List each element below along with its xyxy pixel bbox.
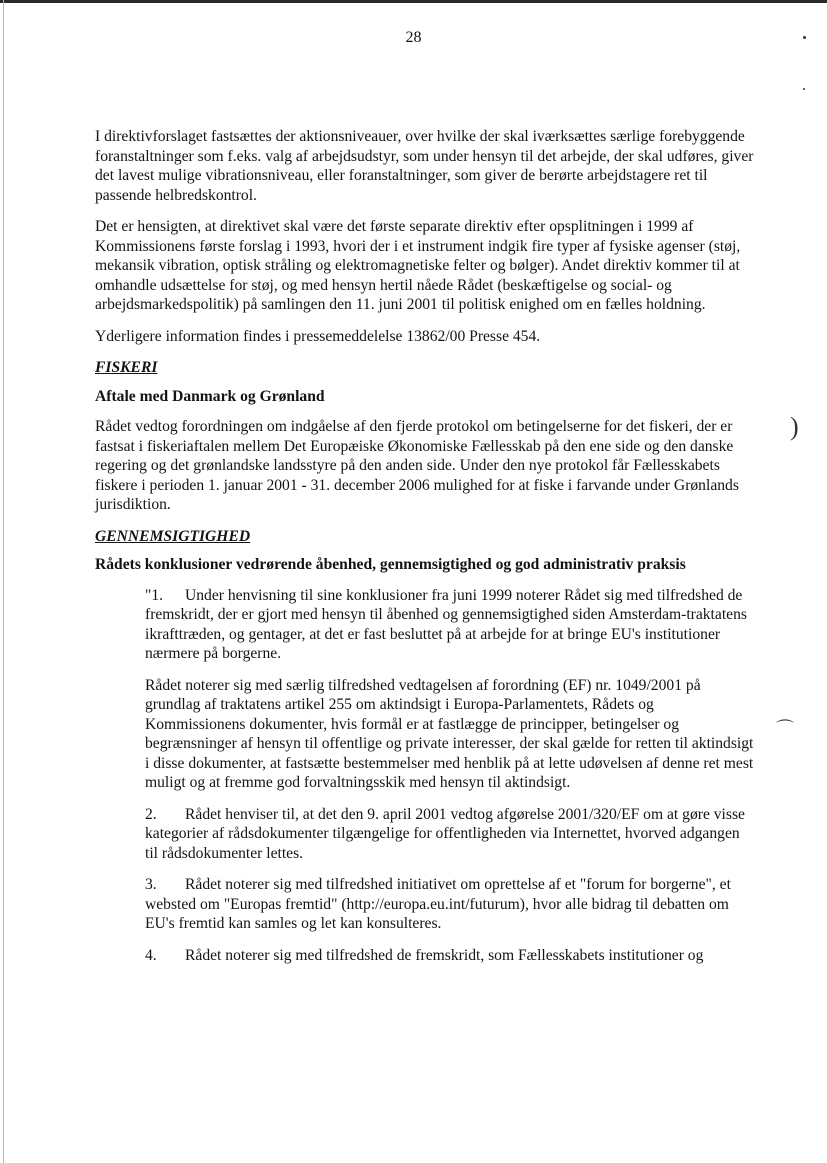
numbered-item [145,805,755,864]
scan-speck [803,88,805,90]
numbered-item [145,875,755,934]
item-number: "1. [145,586,164,604]
subheading-aftale: Aftale med Danmark og Grønland [95,387,325,405]
item-number: 3. [145,876,157,893]
section-heading-fiskeri: FISKERI [95,359,158,376]
item-text: Under henvisning til sine konklusioner fra juni 1999 noterer Rådet sig med tilfredshed de fremskridt, der er gjort med hensyn til åbenhed og gennemsigtighed siden Amsterdam-traktatens ikrafttræden, og gentager, at det er fast besluttet på at arbejde for at bringe EU's institutioner nærmere på borgerne. [145,586,747,662]
item-number: 2. [145,805,157,823]
scan-left-border [3,0,4,1163]
item-text: Rådet noterer sig med tilfredshed de fremskridt, som Fællesskabets institutioner og [185,946,704,964]
document-body [95,127,755,977]
paragraph: Det er hensigten, at direktivet skal være det første separate direktiv efter opsplitningen i 1999 af Kommissionens første forslag i 1993, hvori der i et instrument indgik fire typer af fysiske agenser (støj, mekansik vibration, optisk stråling og elektromagnetiske felter og bølger). Andet direktiv kommer til at omhandle udsættelse for støj, og med hensyn hertil nåede Rådet (beskæftigelse og social- og arbejdsmarkedspolitik) på samlingen den 11. juni 2001 til politisk enighed om en fælles holdning. [95,218,741,313]
section-heading-gennemsigtighed: GENNEMSIGTIGHED [95,527,251,545]
subheading-raadets-konklusioner: Rådets konklusioner vedrørende åbenhed, gennemsigtighed og god administrativ praksis [95,556,686,573]
item-text: Rådet henviser til, at det den 9. april 2001 vedtog afgørelse 2001/320/EF om at gøre visse kategorier af rådsdokumenter tilgængelige for offentligheden via Internettet, hvorved adgangen til rådsdokumenter lettes. [145,805,745,862]
item-text: Rådet noterer sig med særlig tilfredshed vedtagelsen af forordning (EF) nr. 1049/2001 på grundlag af traktatens artikel 255 om aktindsigt i Europa-Parlamentets, Rådets og Kommissionens dokumenter, hvis formål er at fastlægge de principper, betingelser og begrænsninger af hensyn til offentlige og private interesser, der skal gælde for retten til aktindsigt i disse dokumenter, at fastsætte bestemmelser med henblik på at lette udøvelsen af denne ret mest muligt og at fremme god forvaltningsskik med hensyn til aktindsigt. [145,676,754,791]
item-text: Rådet noterer sig med tilfredshed initiativet om oprettelse af et "forum for borgerne", et websted om "Europas fremtid" (http://europa.eu.int/futurum), hvor alle bidrag til debatten om EU's fremtid kan samles og let kan konsulteres. [145,876,731,932]
page-number: 28 [405,29,422,46]
paragraph: Yderligere information findes i pressemeddelelse 13862/00 Presse 454. [95,327,541,345]
paragraph: Rådet vedtog forordningen om indgåelse af den fjerde protokol om betingelserne for det fiskeri, der er fastsat i fiskeriaftalen mellem Det Europæiske Økonomiske Fællesskab på den ene side og den danske regering og det grønlandske landsstyre på den anden side. Under den nye protokol får Fællesskabets fiskere i perioden 1. januar 2001 - 31. december 2006 mulighed for at fiske i farvande under Grønlands jurisdiktion. [95,418,739,513]
numbered-item [145,586,755,664]
item-number: 4. [145,946,157,964]
scan-top-border [0,0,827,3]
numbered-item [145,946,755,966]
scan-artifact-mark: ⌒ [776,719,794,739]
numbered-item [145,676,755,793]
paragraph: I direktivforslaget fastsættes der aktionsniveauer, over hvilke der skal iværksættes særlige forebyggende foranstaltninger som f.eks. valg af arbejdsudstyr, som under hensyn til det arbejde, der skal udføres, giver det lavest mulige vibrationsniveau, eller foranstaltninger, som giver de berørte arbejdstagere ret til passende helbredskontrol. [95,128,754,204]
scan-artifact-mark: ) [790,412,799,441]
